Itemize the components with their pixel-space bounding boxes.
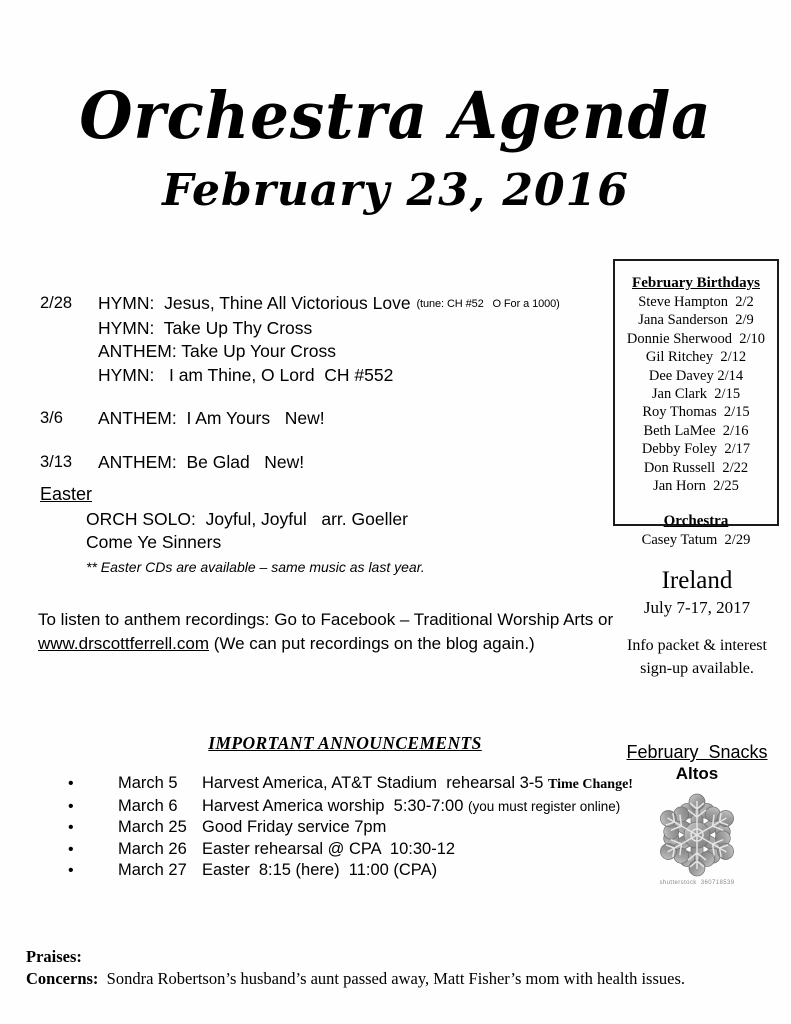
concerns-text: Sondra Robertson’s husband’s aunt passed away, Matt Fisher’s mom with health issues. xyxy=(106,969,686,988)
birthday-entry: Don Russell 2/22 xyxy=(643,459,749,476)
schedule-line-text: ANTHEM: Be Glad New! xyxy=(98,451,305,472)
page-title: Orchestra Agenda xyxy=(79,78,712,155)
schedule-group xyxy=(40,292,610,387)
schedule-group xyxy=(40,407,610,431)
announcement-text: Harvest America, AT&T Stadium rehearsal 3-5 xyxy=(202,774,549,792)
announcements-heading: IMPORTANT ANNOUNCEMENTS xyxy=(208,733,482,753)
title-block xyxy=(0,78,791,216)
schedule-line xyxy=(98,364,610,388)
schedule-section xyxy=(40,292,610,494)
announcement-emphasis: Time Change! xyxy=(548,777,633,792)
schedule-date: 3/13 xyxy=(40,452,73,471)
announcements-section xyxy=(40,733,633,882)
concerns-label: Concerns: xyxy=(26,969,99,988)
announcement-text: Easter rehearsal @ CPA 10:30-12 xyxy=(202,839,456,858)
announcement-date: March 26 xyxy=(118,839,187,858)
birthday-entry: Dee Davey 2/14 xyxy=(648,367,744,384)
schedule-line xyxy=(98,292,610,317)
schedule-line-text: ANTHEM: Take Up Your Cross xyxy=(98,341,336,361)
orchestra-birthday-list xyxy=(615,531,777,549)
easter-heading: Easter xyxy=(40,484,93,504)
birthday-entry: Donnie Sherwood 2/10 xyxy=(626,330,766,347)
birthday-entry-list xyxy=(615,293,777,495)
ireland-title: Ireland xyxy=(661,567,733,594)
hymn-tune-note: (tune: CH #52 O For a 1000) xyxy=(410,298,560,310)
praises-row xyxy=(26,946,756,968)
easter-cd-note: ** Easter CDs are available – same music as last year. xyxy=(86,559,425,575)
announcement-subnote: (you must register online) xyxy=(467,798,621,814)
announcement-date: March 6 xyxy=(118,796,178,815)
announcement-list xyxy=(40,773,633,882)
announcement-item xyxy=(40,839,620,861)
listen-line-2 xyxy=(38,632,618,656)
birthday-entry: Debby Foley 2/17 xyxy=(641,441,751,458)
schedule-lines xyxy=(98,451,610,475)
announcement-text: Harvest America worship 5:30-7:00 xyxy=(202,796,468,815)
easter-item-list xyxy=(40,508,600,554)
schedule-date: 2/28 xyxy=(40,294,73,312)
birthday-entry: Jan Horn 2/25 xyxy=(653,478,739,495)
announcement-item xyxy=(40,817,620,839)
announcement-text: Good Friday service 7pm xyxy=(202,818,387,836)
praises-label: Praises: xyxy=(26,947,82,966)
prayer-section xyxy=(26,946,756,990)
schedule-line xyxy=(98,407,610,431)
february-birthdays-box xyxy=(613,259,779,549)
schedule-lines xyxy=(98,407,610,431)
ireland-trip-section xyxy=(604,566,790,680)
schedule-lines xyxy=(98,292,610,387)
orchestra-birthdays-title: Orchestra xyxy=(663,513,729,530)
february-snacks-section xyxy=(604,741,790,886)
birthday-entry: Roy Thomas 2/15 xyxy=(642,404,750,421)
listening-instructions xyxy=(38,608,618,656)
easter-section xyxy=(40,483,600,579)
announcement-date: March 5 xyxy=(118,774,178,792)
birthday-entry: Beth LaMee 2/16 xyxy=(643,422,749,439)
announcement-item xyxy=(40,860,620,882)
snacks-title: February Snacks xyxy=(626,742,768,762)
announcement-date: March 25 xyxy=(118,818,187,836)
schedule-line-text: HYMN: Jesus, Thine All Victorious Love xyxy=(98,293,411,313)
listen-line-1: To listen to anthem recordings: Go to Facebook – Traditional Worship Arts or xyxy=(38,610,614,629)
schedule-line-text: HYMN: Take Up Thy Cross xyxy=(98,317,313,338)
announcement-item xyxy=(40,796,620,818)
birthdays-title: February Birthdays xyxy=(632,275,760,291)
document-date: February 23, 2016 xyxy=(162,165,629,216)
ireland-info xyxy=(604,634,790,680)
birthday-entry: Jana Sanderson 2/9 xyxy=(638,312,754,329)
snowflake-image-wrap xyxy=(604,793,790,877)
snacks-group-label: Altos xyxy=(675,764,719,783)
ireland-dates: July 7-17, 2017 xyxy=(643,598,751,617)
birthday-entry: Steve Hampton 2/2 xyxy=(638,294,754,310)
announcement-item xyxy=(40,773,633,796)
schedule-line xyxy=(98,340,610,364)
website-link[interactable]: www.drscottferrell.com xyxy=(38,634,209,653)
announcement-text: Easter 8:15 (here) 11:00 (CPA) xyxy=(202,861,438,879)
snowflake-icon xyxy=(647,793,747,877)
schedule-line-text: HYMN: I am Thine, O Lord CH #552 xyxy=(98,364,394,385)
schedule-group xyxy=(40,451,610,475)
ireland-info-line-1: Info packet & interest xyxy=(627,637,767,654)
easter-item: ORCH SOLO: Joyful, Joyful arr. Goeller xyxy=(86,509,408,529)
orchestra-birthday-entry: Casey Tatum 2/29 xyxy=(641,532,751,549)
schedule-line-text: ANTHEM: I Am Yours New! xyxy=(98,408,325,428)
listen-line-2-tail: (We can put recordings on the blog again.) xyxy=(208,634,535,653)
schedule-line xyxy=(98,317,610,341)
schedule-line xyxy=(98,451,610,475)
birthday-entry: Gil Ritchey 2/12 xyxy=(645,349,747,366)
birthday-entry: Jan Clark 2/15 xyxy=(651,386,741,403)
schedule-date: 3/6 xyxy=(40,409,63,427)
easter-item: Come Ye Sinners xyxy=(86,532,222,552)
concerns-row xyxy=(26,968,756,990)
image-credit: shutterstock 360718539 xyxy=(659,880,735,886)
ireland-info-line-2: sign-up available. xyxy=(640,660,754,677)
announcement-date: March 27 xyxy=(118,861,187,879)
